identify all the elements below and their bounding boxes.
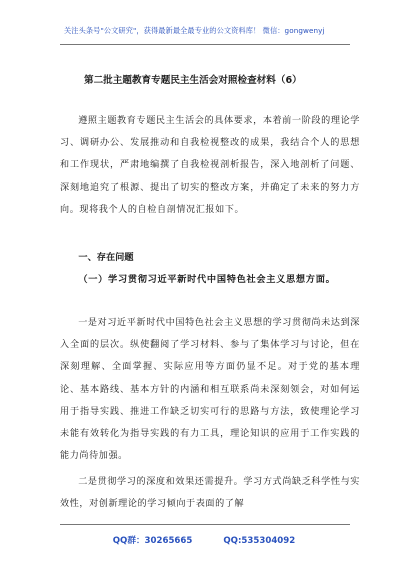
section-heading: 一、存在问题 xyxy=(78,252,134,263)
intro-paragraph: 遵照主题教育专题民主生活会的具体要求，本着前一阶段的理论学习、调研办公、发展推动和自我检视整改的成果，我结合个人的思想和工作现状，严肃地编撰了自我检视剖析报告，深入地剖析了问题、深刻地追究了根源、提出了切实的整改方案，并确定了未来的努力方向。现将我个人的自检自剖情况汇报如下。 xyxy=(60,116,360,215)
footer-qq: QQ:535304092 xyxy=(223,536,296,546)
header-notice: 关注头条号"公文研究"，获得最新最全最专业的公文资料库！ 微信：gongwenyj xyxy=(64,26,325,35)
body-paragraph-1: 一是对习近平新时代中国特色社会主义思想的学习贯彻尚未达到深入全面的层次。纵使翻阅了学习材料、参与了集体学习与讨论，但在深刻理解、全面掌握、实际应用等方面仍显不足。对于党的基本理论、基本路线、基本方针的内涵和相互联系尚未深刻领会，对如何运用于指导实践、推进工作缺乏切实可行的思路与方法，致使理论学习未能有效转化为指导实践的有力工具，理论知识的应用于工作实践的能力尚待加强。 xyxy=(60,318,360,462)
footer xyxy=(0,534,408,546)
footer-qq-group: QQ群：30265665 xyxy=(112,536,193,546)
subsection-heading: （一）学习贯彻习近平新时代中国特色社会主义思想方面。 xyxy=(78,274,336,285)
document-title: 第二批主题教育专题民主生活会对照检查材料（6） xyxy=(84,75,302,86)
header-divider xyxy=(60,44,350,45)
body-paragraph-2: 二是贯彻学习的深度和效果还需提升。学习方式尚缺乏科学性与实效性，对创新理论的学习倾向于表面的了解 xyxy=(60,477,360,510)
footer-divider xyxy=(60,524,350,525)
